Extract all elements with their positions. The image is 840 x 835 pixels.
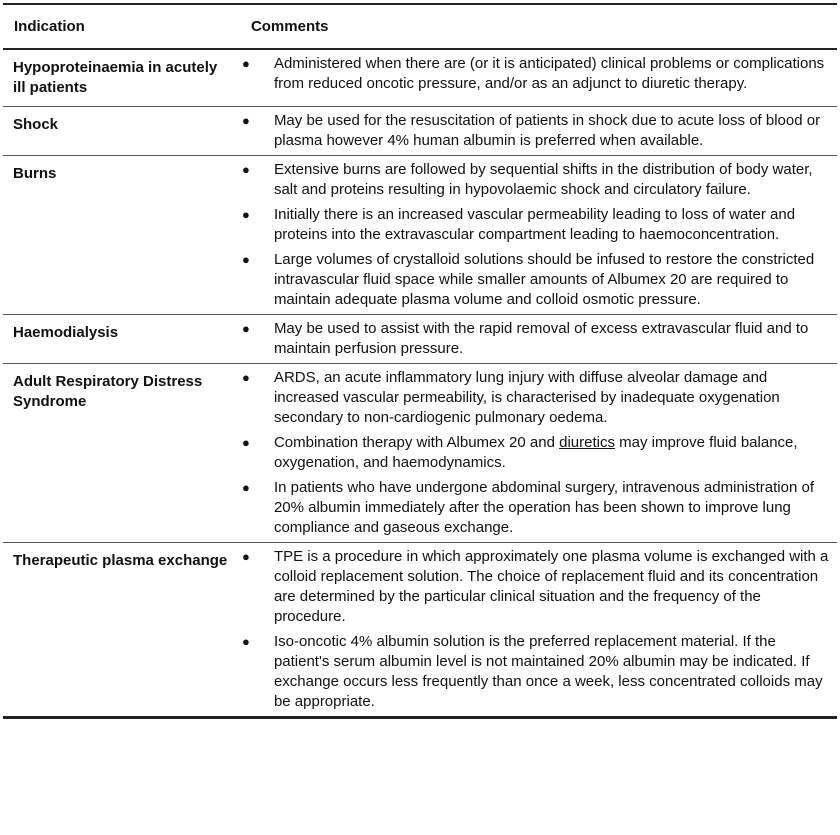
comment-text: In patients who have undergone abdominal surgery, intravenous administration of 20% albumin immediately after the operation has been shown to improve lung compliance and gaseous exchange. (273, 479, 814, 536)
comment-list (240, 111, 829, 151)
bullet-icon: ● (241, 549, 250, 564)
comments-cell (240, 364, 837, 543)
comment-text: May be used for the resuscitation of patients in shock due to acute loss of blood or plasma however 4% human albumin is preferred when available. (273, 112, 821, 149)
comment-text: Initially there is an increased vascular permeability leading to loss of water and proteins into the extravascular compartment leading to haemoconcentration. (273, 206, 796, 243)
comment-text: Iso-oncotic 4% albumin solution is the preferred replacement material. If the patient's serum albumin level is not maintained 20% albumin may be indicated. If exchange occurs less frequently than once a week, less concentrated colloids may be appropriate. (273, 633, 823, 710)
table-row (3, 364, 837, 543)
table-row (3, 315, 837, 364)
indication-cell: Therapeutic plasma exchange (13, 552, 228, 569)
comment-text-after-link: may improve fluid balance, oxygenation, and haemodynamics. (273, 434, 798, 471)
table-row (3, 49, 837, 107)
list-item (240, 111, 829, 151)
comment-text: ARDS, an acute inflammatory lung injury with diffuse alveolar damage and increased vascular permeability, is characterised by inadequate oxygenation secondary to non-cardiogenic pulmonary oedema. (273, 369, 780, 426)
bullet-icon: ● (241, 162, 250, 177)
bullet-icon: ● (241, 252, 250, 267)
bullet-icon: ● (241, 480, 250, 495)
bullet-icon: ● (241, 207, 250, 222)
list-item (240, 205, 829, 245)
comment-list (240, 319, 829, 359)
indication-cell: Adult Respiratory Distress Syndrome (13, 373, 203, 410)
header-comments: Comments (240, 4, 837, 49)
bullet-icon: ● (241, 435, 250, 450)
comment-list (240, 54, 829, 94)
comment-text: Extensive burns are followed by sequential shifts in the distribution of body water, salt and proteins resulting in hypovolaemic shock and circulatory failure. (273, 161, 813, 198)
comments-cell (240, 315, 837, 364)
header-indication: Indication (3, 4, 240, 49)
comment-text: TPE is a procedure in which approximately one plasma volume is exchanged with a colloid replacement solution. The choice of replacement fluid and its concentration are determined by the particular clinical situation and the frequency of the procedure. (273, 548, 829, 625)
table-header-row (3, 4, 837, 49)
list-item (240, 54, 829, 94)
indication-cell: Burns (13, 165, 57, 182)
diuretics-link[interactable]: diuretics (559, 434, 615, 451)
comments-cell (240, 543, 837, 718)
indications-table (3, 3, 837, 719)
bullet-icon: ● (241, 113, 250, 128)
comments-cell (240, 156, 837, 315)
list-item (240, 160, 829, 200)
list-item (240, 319, 829, 359)
table-row (3, 107, 837, 156)
comment-list (240, 160, 829, 310)
table-row (3, 156, 837, 315)
comment-list (240, 547, 829, 712)
comments-cell (240, 49, 837, 107)
comment-text: Administered when there are (or it is anticipated) clinical problems or complications from reduced oncotic pressure, and/or as an adjunct to diuretic therapy. (273, 55, 825, 92)
list-item (240, 250, 829, 310)
indication-cell: Shock (13, 116, 59, 133)
comment-list (240, 368, 829, 538)
comment-text-before-link: Combination therapy with Albumex 20 and (273, 434, 560, 451)
comment-text: May be used to assist with the rapid removal of excess extravascular fluid and to maintain perfusion pressure. (273, 320, 809, 357)
list-item (240, 632, 829, 712)
list-item (240, 368, 829, 428)
list-item (240, 433, 829, 473)
table-row (3, 543, 837, 718)
bullet-icon: ● (241, 321, 250, 336)
comments-cell (240, 107, 837, 156)
bullet-icon: ● (241, 634, 250, 649)
bullet-icon: ● (241, 56, 250, 71)
bullet-icon: ● (241, 370, 250, 385)
list-item (240, 478, 829, 538)
indication-cell: Hypoproteinaemia in acutely ill patients (13, 59, 218, 96)
indication-cell: Haemodialysis (13, 324, 119, 341)
list-item (240, 547, 829, 627)
comment-text: Large volumes of crystalloid solutions should be infused to restore the constricted intravascular fluid space while smaller amounts of Albumex 20 are required to maintain adequate plasma volume and colloid osmotic pressure. (273, 251, 815, 308)
